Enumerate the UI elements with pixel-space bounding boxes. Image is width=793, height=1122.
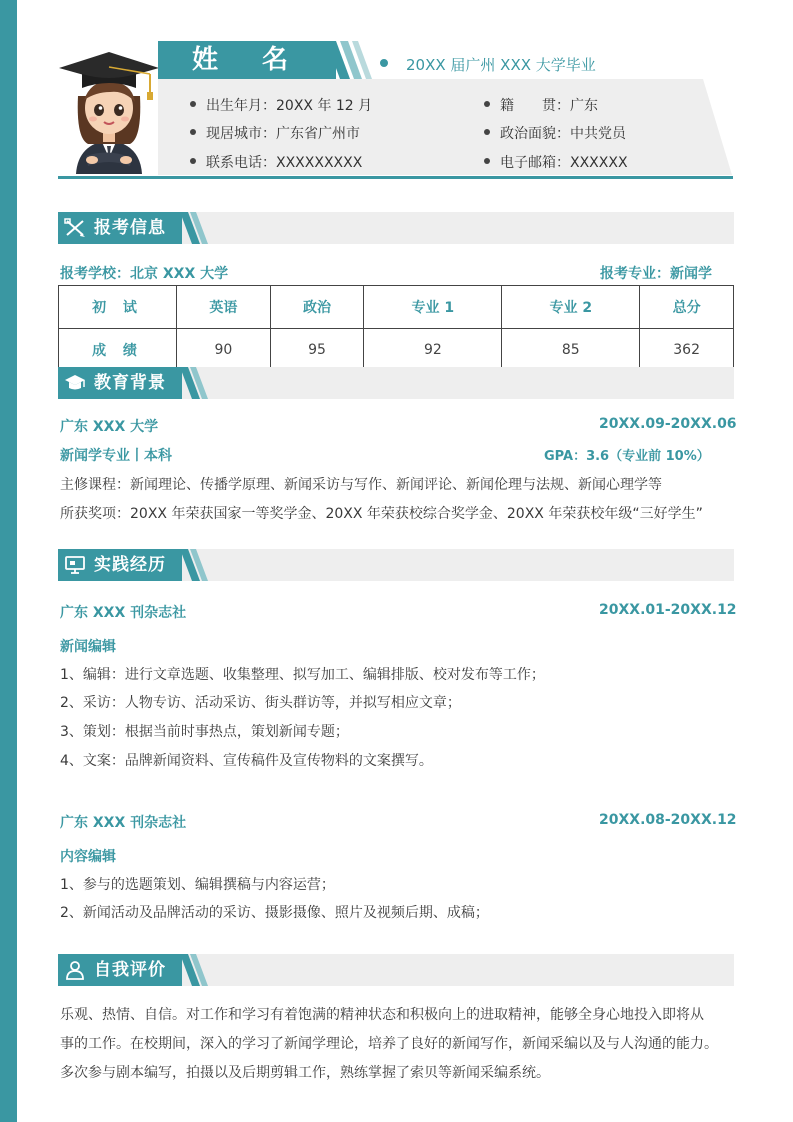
edu-major: 新闻学专业丨本科	[60, 448, 172, 464]
monitor-icon	[64, 555, 86, 575]
section-education-header	[58, 367, 734, 399]
section-self-tab	[58, 954, 182, 986]
job2-item-1: 1、参与的选题策划、编辑撰稿与内容运营；	[60, 877, 335, 893]
row-head-score: 成 绩	[59, 329, 177, 372]
section-self-header	[58, 954, 734, 986]
info-birth: 出生年月：20XX 年 12 月	[190, 95, 372, 115]
graduation-text: 20XX 届广州 XXX 大学毕业	[406, 56, 596, 74]
info-hometown: 籍 贯：广东	[484, 95, 598, 115]
graduation-cap-icon	[64, 373, 86, 393]
edu-courses: 主修课程：新闻理论、传播学原理、新闻采访与写作、新闻评论、新闻伦理与法规、新闻心理学等	[60, 477, 662, 493]
name-stripes-decoration	[326, 41, 376, 79]
graduation-dot	[380, 59, 388, 67]
graduate-avatar-icon	[58, 48, 160, 174]
section-stripes-decoration	[180, 367, 212, 399]
job2-role: 内容编辑	[60, 849, 116, 865]
section-exam-tab	[58, 212, 182, 244]
info-email: 电子邮箱：XXXXXX	[484, 152, 628, 172]
score-total: 362	[640, 329, 734, 372]
subject-politics: 政治	[270, 286, 364, 329]
score-politics: 95	[270, 329, 364, 372]
job1-item-1: 1、编辑：进行文章选题、收集整理、拟写加工、编辑排版、校对发布等工作；	[60, 667, 545, 683]
subject-total: 总分	[640, 286, 734, 329]
table-row	[59, 286, 734, 329]
section-practice-header	[58, 549, 734, 581]
job1-item-4: 4、文案：品牌新闻资料、宣传稿件及宣传物料的文案撰写。	[60, 753, 433, 769]
score-table	[58, 285, 734, 372]
score-english: 90	[177, 329, 271, 372]
job1-item-3: 3、策划：根据当前时事热点，策划新闻专题；	[60, 724, 349, 740]
exam-major: 报考专业：新闻学	[600, 266, 712, 282]
job2-period: 20XX.08-20XX.12	[599, 812, 737, 828]
subject-major2: 专业 2	[502, 286, 640, 329]
edu-school: 广东 XXX 大学	[60, 419, 159, 435]
section-stripes-decoration	[180, 954, 212, 986]
job2-org: 广东 XXX 刊杂志社	[60, 815, 187, 831]
subject-major1: 专业 1	[364, 286, 502, 329]
edu-awards: 所获奖项：20XX 年荣获国家一等奖学金、20XX 年荣获校综合奖学金、20XX 年荣获校年级“三好学生”	[60, 506, 703, 522]
self-line-2: 事的工作。在校期间，深入的学习了新闻学理论，培养了良好的新闻写作，新闻采编以及与人沟通的能力。	[60, 1036, 718, 1052]
edu-gpa: GPA：3.6（专业前 10%）	[544, 449, 710, 464]
score-major1: 92	[364, 329, 502, 372]
table-row	[59, 329, 734, 372]
self-line-3: 多次参与剧本编写，拍摄以及后期剪辑工作，熟练掌握了索贝等新闻采编系统。	[60, 1065, 550, 1081]
job1-role: 新闻编辑	[60, 639, 116, 655]
name-title: 姓名	[158, 41, 336, 79]
section-practice-tab	[58, 549, 182, 581]
section-self-title: 自我评价	[94, 960, 166, 980]
exam-school: 报考学校：北京 XXX 大学	[60, 266, 229, 282]
section-stripes-decoration	[180, 212, 212, 244]
job1-period: 20XX.01-20XX.12	[599, 602, 737, 618]
score-major2: 85	[502, 329, 640, 372]
pencil-ruler-icon	[64, 218, 86, 238]
person-icon	[64, 960, 86, 980]
info-political: 政治面貌：中共党员	[484, 123, 626, 143]
info-city: 现居城市：广东省广州市	[190, 123, 360, 143]
personal-info-box	[158, 79, 732, 175]
edu-period: 20XX.09-20XX.06	[599, 416, 737, 432]
section-stripes-decoration	[180, 549, 212, 581]
job1-org: 广东 XXX 刊杂志社	[60, 605, 187, 621]
row-head-first: 初 试	[59, 286, 177, 329]
job1-item-2: 2、采访：人物专访、活动采访、街头群访等，并拟写相应文章；	[60, 695, 461, 711]
subject-english: 英语	[177, 286, 271, 329]
job2-item-2: 2、新闻活动及品牌活动的采访、摄影摄像、照片及视频后期、成稿；	[60, 905, 489, 921]
section-exam-title: 报考信息	[94, 218, 166, 238]
section-practice-title: 实践经历	[94, 555, 166, 575]
section-exam-header	[58, 212, 734, 244]
self-line-1: 乐观、热情、自信。对工作和学习有着饱满的精神状态和积极向上的进取精神，能够全身心地投入即将从	[60, 1007, 704, 1023]
section-education-title: 教育背景	[94, 373, 166, 393]
header-divider	[58, 176, 733, 179]
left-accent-bar	[0, 0, 17, 1122]
info-phone: 联系电话：XXXXXXXXX	[190, 152, 362, 172]
section-education-tab	[58, 367, 182, 399]
